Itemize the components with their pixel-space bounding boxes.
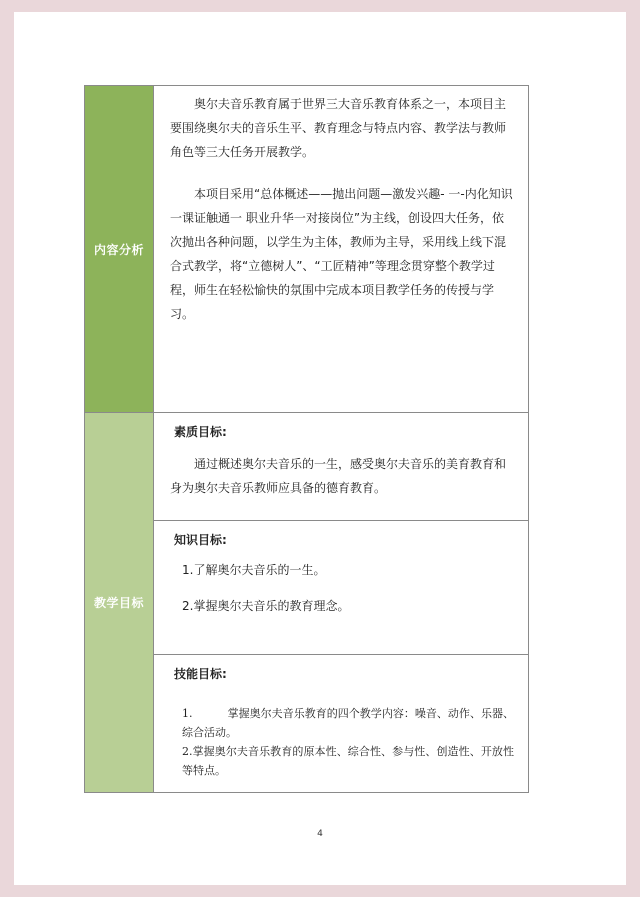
skill-goal-block: [154, 654, 528, 792]
document-page: [14, 12, 626, 885]
quality-goal-text: 通过概述奥尔夫音乐的一生，感受奥尔夫音乐的美育教育和身为奥尔夫音乐教师应具备的德育教育。: [170, 457, 507, 495]
skill-goal-item-1: 1. 掌握奥尔夫音乐教育的四个教学内容：噪音、动作、乐器、综合活动。: [182, 707, 514, 739]
lesson-plan-table: [84, 85, 529, 793]
skill-goal-item-2: 2.掌握奥尔夫音乐教育的原本性、综合性、参与性、创造性、开放性等特点。: [182, 745, 514, 777]
teaching-goals-row: [85, 413, 528, 792]
teaching-goals-cell: [154, 413, 528, 792]
teaching-goals-label: 教学目标: [85, 413, 154, 792]
content-analysis-paragraph-1: 奥尔夫音乐教育属于世界三大音乐教育体系之一，本项目主要围绕奥尔夫的音乐生平、教育理念与特点内容、教学法与教师角色等三大任务开展教学。: [170, 97, 507, 159]
page-number: 4: [317, 829, 323, 839]
knowledge-goal-heading: 知识目标:: [174, 533, 227, 547]
knowledge-goal-block: [154, 520, 528, 654]
content-analysis-row: [85, 86, 528, 413]
knowledge-goal-item-1: 1.了解奥尔夫音乐的一生。: [182, 563, 326, 577]
skill-goal-heading: 技能目标:: [174, 667, 227, 681]
content-analysis-paragraph-2: 本项目采用“总体概述——抛出问题—激发兴趣- 一-内化知识一课证触通一 职业升华一对接岗位”为主线，创设四大任务，依次抛出各种问题，以学生为主体，教师为主导，采用线上线下混合式教学，将“立德树人”、“工匠精神”等理念贯穿整个教学过程，师生在轻松愉快的氛围中完成本项目教学任务的传授与学习。: [170, 187, 513, 321]
knowledge-goal-item-2: 2.掌握奥尔夫音乐的教育理念。: [182, 599, 350, 613]
quality-goal-block: [154, 413, 528, 520]
quality-goal-heading: 素质目标:: [174, 425, 227, 439]
content-analysis-label: 内容分析: [85, 86, 154, 412]
content-analysis-cell: [154, 86, 528, 412]
